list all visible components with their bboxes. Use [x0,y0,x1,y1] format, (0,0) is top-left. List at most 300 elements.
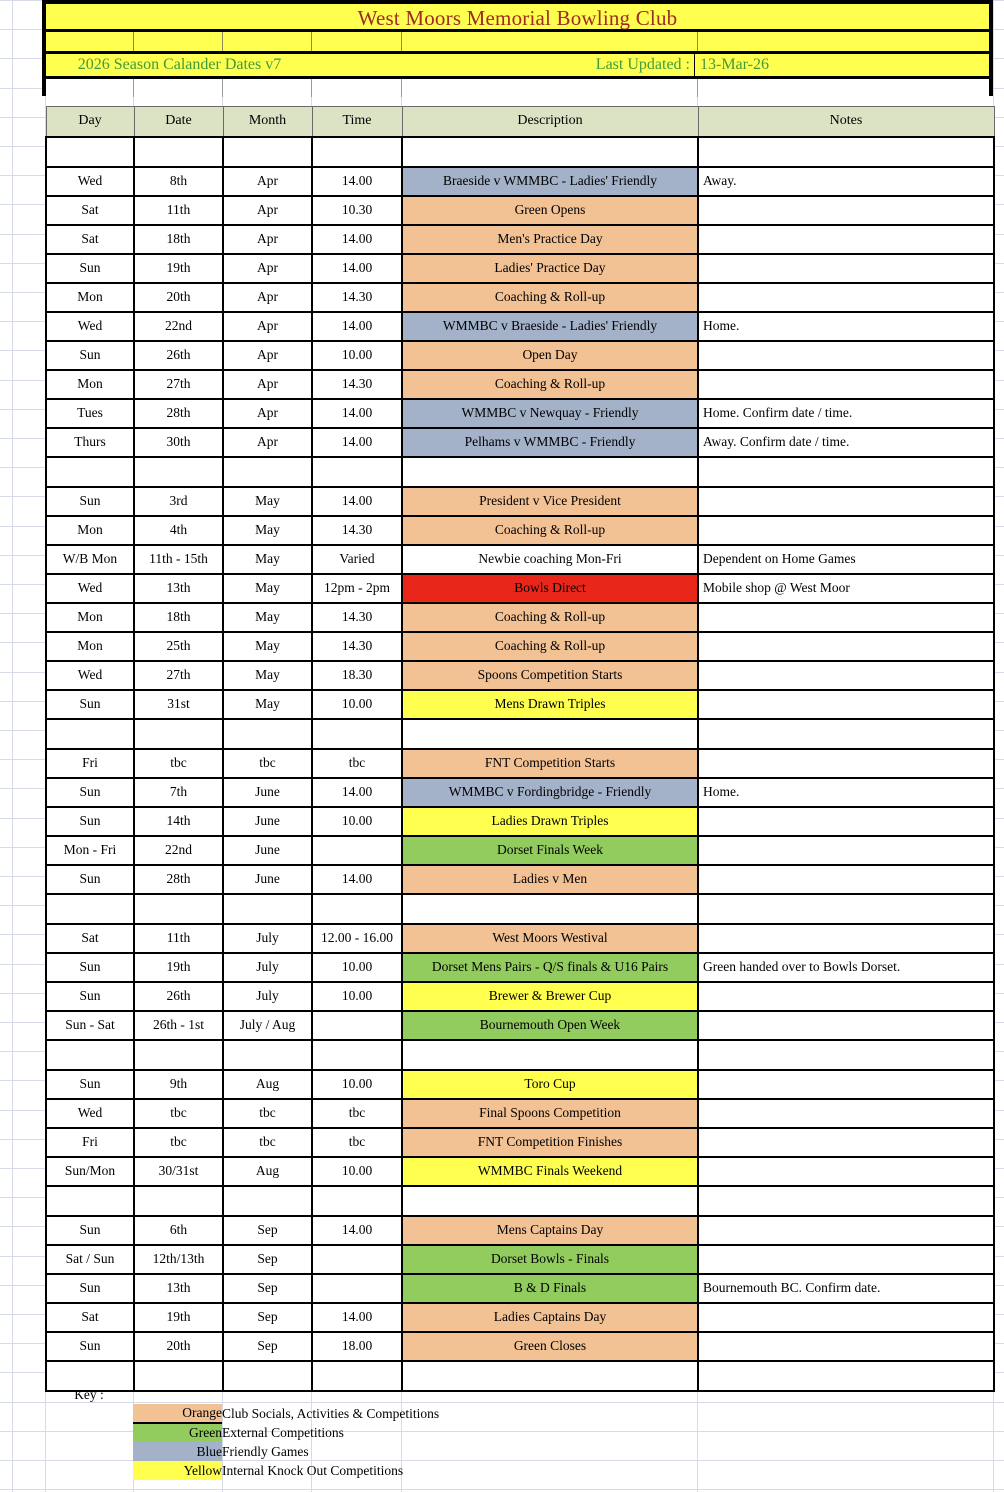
event-notes: Mobile shop @ West Moor [698,574,994,603]
season-subtitle-cell [46,54,313,76]
spacer-cell-time [312,894,402,924]
spacer-cell-day [46,1040,134,1070]
spacer-cell-description [402,894,698,924]
legend-pad [45,1461,133,1480]
event-time [312,1011,402,1040]
table-row[interactable] [46,254,994,283]
yellow-cell-date [134,32,223,51]
table-row[interactable] [46,632,994,661]
table-row[interactable] [46,428,994,457]
season-subtitle: 2026 Season Calander Dates v7 [77,56,282,73]
legend-item [45,1423,993,1442]
event-notes [698,225,994,254]
event-notes [698,254,994,283]
table-header-row [46,107,994,137]
yellow-spacer-row [46,32,989,54]
event-description: Pelhams v WMMBC - Friendly [402,428,698,457]
event-date: 28th [134,399,223,428]
event-description: WMMBC v Newquay - Friendly [402,399,698,428]
table-row[interactable] [46,865,994,894]
spacer-cell-notes [698,894,994,924]
table-row[interactable] [46,924,994,953]
event-notes [698,1070,994,1099]
last-updated-value-cell [695,54,989,76]
event-month: Sep [223,1245,312,1274]
table-spacer-row [46,137,994,167]
event-date: 12th/13th [134,1245,223,1274]
event-month: Apr [223,225,312,254]
spacer-cell-month [223,1040,312,1070]
event-time: 10.00 [312,982,402,1011]
event-date: 6th [134,1216,223,1245]
event-month: May [223,661,312,690]
event-description: Brewer & Brewer Cup [402,982,698,1011]
table-row[interactable] [46,982,994,1011]
event-month: Apr [223,312,312,341]
table-row[interactable] [46,1216,994,1245]
column-header-notes: Notes [698,107,994,137]
legend-title-spacer2 [222,1385,993,1404]
last-updated-label: Last Updated : [595,56,690,73]
event-date: 7th [134,778,223,807]
event-date: 20th [134,283,223,312]
legend-item [45,1442,993,1461]
spacer-cell-time [312,1186,402,1216]
event-notes [698,1216,994,1245]
legend-title-spacer [133,1385,222,1404]
event-month: July [223,924,312,953]
event-time [312,1274,402,1303]
event-notes [698,196,994,225]
event-notes [698,690,994,719]
table-row[interactable] [46,836,994,865]
calendar-table-body [46,137,994,1391]
legend-pad [45,1442,133,1461]
event-date: 22nd [134,836,223,865]
event-time: 14.00 [312,778,402,807]
yellow-cell-month [223,32,312,51]
event-description: Braeside v WMMBC - Ladies' Friendly [402,167,698,196]
spacer-cell-time [312,457,402,487]
event-day: Wed [46,1099,134,1128]
event-date: 26th [134,982,223,1011]
event-description: Dorset Bowls - Finals [402,1245,698,1274]
event-day: Mon [46,632,134,661]
table-row[interactable] [46,603,994,632]
event-month: June [223,836,312,865]
white-cell-month [223,79,312,97]
event-description: WMMBC Finals Weekend [402,1157,698,1186]
white-cell-day [46,79,134,97]
last-updated-value: 13-Mar-26 [700,56,769,73]
table-row[interactable] [46,545,994,574]
yellow-cell-day [46,32,134,51]
table-row[interactable] [46,399,994,428]
event-time: Varied [312,545,402,574]
event-date: 31st [134,690,223,719]
spacer-cell-day [46,457,134,487]
table-row[interactable] [46,487,994,516]
table-spacer-row [46,1040,994,1070]
event-date: 20th [134,1332,223,1361]
event-time [312,1245,402,1274]
legend-title-row [45,1385,993,1404]
legend-block [45,1385,993,1480]
event-notes [698,632,994,661]
last-updated-label-cell [313,54,695,76]
event-date: tbc [134,749,223,778]
event-time: 10.00 [312,1070,402,1099]
event-day: Sun [46,254,134,283]
table-row[interactable] [46,225,994,254]
table-row[interactable] [46,749,994,778]
event-time: 10.00 [312,1157,402,1186]
table-row[interactable] [46,1303,994,1332]
legend-item [45,1461,993,1480]
spacer-cell-date [134,137,223,167]
page-title: West Moors Memorial Bowling Club [357,6,678,30]
spacer-cell-description [402,457,698,487]
event-date: 8th [134,167,223,196]
legend-pad [45,1423,133,1442]
event-notes [698,807,994,836]
table-row[interactable] [46,516,994,545]
event-notes [698,661,994,690]
event-time: 14.00 [312,1216,402,1245]
event-month: Sep [223,1332,312,1361]
event-day: Sat / Sun [46,1245,134,1274]
event-date: 26th - 1st [134,1011,223,1040]
event-day: Wed [46,312,134,341]
event-date: 27th [134,661,223,690]
table-spacer-row [46,1186,994,1216]
event-month: Apr [223,428,312,457]
event-time: tbc [312,1099,402,1128]
event-date: 30/31st [134,1157,223,1186]
event-month: Aug [223,1070,312,1099]
spacer-cell-month [223,719,312,749]
event-description: Open Day [402,341,698,370]
event-date: 11th - 15th [134,545,223,574]
event-time: 14.30 [312,603,402,632]
spacer-cell-date [134,894,223,924]
spacer-cell-day [46,894,134,924]
event-description: Coaching & Roll-up [402,370,698,399]
event-time: 12.00 - 16.00 [312,924,402,953]
legend-swatch-blue: Blue [133,1442,222,1461]
event-month: Apr [223,283,312,312]
event-day: Sat [46,1303,134,1332]
event-notes [698,370,994,399]
event-time: 14.00 [312,225,402,254]
legend-swatch-yellow: Yellow [133,1461,222,1480]
event-month: Sep [223,1274,312,1303]
event-day: Mon [46,283,134,312]
event-description: Dorset Mens Pairs - Q/S finals & U16 Pairs [402,953,698,982]
event-time: 14.00 [312,254,402,283]
column-header-month: Month [223,107,312,137]
event-time: 18.30 [312,661,402,690]
event-day: Sun [46,1274,134,1303]
event-day: Mon - Fri [46,836,134,865]
event-date: 22nd [134,312,223,341]
table-row[interactable] [46,1011,994,1040]
column-header-description: Description [402,107,698,137]
event-description: WMMBC v Braeside - Ladies' Friendly [402,312,698,341]
table-row[interactable] [46,807,994,836]
event-day: Tues [46,399,134,428]
event-notes [698,283,994,312]
table-row[interactable] [46,1128,994,1157]
table-row[interactable] [46,690,994,719]
event-day: Sun [46,807,134,836]
legend-title: Key : [74,1386,104,1402]
event-day: Sat [46,924,134,953]
event-day: Sun [46,982,134,1011]
event-notes [698,1128,994,1157]
spacer-cell-date [134,457,223,487]
calendar-table [45,106,995,1392]
event-month: June [223,807,312,836]
event-description: Coaching & Roll-up [402,283,698,312]
event-notes [698,516,994,545]
event-date: 9th [134,1070,223,1099]
event-day: Fri [46,749,134,778]
event-month: July [223,982,312,1011]
event-notes [698,982,994,1011]
event-date: 11th [134,924,223,953]
event-month: May [223,516,312,545]
event-time: 14.30 [312,516,402,545]
spacer-cell-day [46,137,134,167]
spacer-cell-month [223,1186,312,1216]
event-month: May [223,487,312,516]
event-notes: Away. Confirm date / time. [698,428,994,457]
event-date: tbc [134,1099,223,1128]
event-day: Mon [46,603,134,632]
table-row[interactable] [46,283,994,312]
event-time: 12pm - 2pm [312,574,402,603]
event-date: tbc [134,1128,223,1157]
event-date: 4th [134,516,223,545]
table-row[interactable] [46,312,994,341]
event-notes [698,1011,994,1040]
event-notes [698,341,994,370]
column-header-date: Date [134,107,223,137]
legend-description: Internal Knock Out Competitions [222,1462,404,1478]
event-notes [698,1245,994,1274]
event-time: 14.00 [312,1303,402,1332]
event-day: Wed [46,167,134,196]
spacer-cell-description [402,719,698,749]
event-day: Sun [46,487,134,516]
event-notes [698,924,994,953]
event-day: Wed [46,574,134,603]
event-month: Apr [223,167,312,196]
event-notes [698,1332,994,1361]
table-row[interactable] [46,1332,994,1361]
event-time: 14.00 [312,487,402,516]
event-description: President v Vice President [402,487,698,516]
legend-pad [45,1404,133,1423]
event-date: 11th [134,196,223,225]
table-row[interactable] [46,341,994,370]
table-row[interactable] [46,1070,994,1099]
yellow-cell-notes [698,32,988,51]
table-row[interactable] [46,196,994,225]
event-time: 14.30 [312,370,402,399]
event-month: May [223,545,312,574]
event-notes [698,1099,994,1128]
event-date: 26th [134,341,223,370]
spacer-cell-month [223,137,312,167]
spacer-cell-month [223,457,312,487]
event-description: FNT Competition Finishes [402,1128,698,1157]
event-description: Newbie coaching Mon-Fri [402,545,698,574]
event-description: Ladies v Men [402,865,698,894]
white-cell-time [312,79,402,97]
event-description: Green Opens [402,196,698,225]
white-cell-date [134,79,223,97]
event-description: Green Closes [402,1332,698,1361]
event-time: tbc [312,1128,402,1157]
event-notes [698,1303,994,1332]
event-description: Bournemouth Open Week [402,1011,698,1040]
spacer-cell-date [134,1040,223,1070]
event-day: Sun [46,778,134,807]
event-description: Ladies Captains Day [402,1303,698,1332]
event-date: 14th [134,807,223,836]
event-notes: Home. [698,312,994,341]
event-notes: Dependent on Home Games [698,545,994,574]
event-day: Sun [46,1332,134,1361]
event-month: Apr [223,399,312,428]
event-date: 18th [134,603,223,632]
table-row[interactable] [46,167,994,196]
event-notes: Green handed over to Bowls Dorset. [698,953,994,982]
table-row[interactable] [46,953,994,982]
event-month: June [223,865,312,894]
table-spacer-row [46,894,994,924]
event-month: May [223,574,312,603]
table-row[interactable] [46,370,994,399]
event-month: tbc [223,749,312,778]
white-cell-notes [698,79,988,97]
event-time: 10.00 [312,690,402,719]
event-month: tbc [223,1128,312,1157]
event-time: 14.00 [312,312,402,341]
event-month: tbc [223,1099,312,1128]
gridline-row [0,1489,1004,1490]
spacer-cell-notes [698,457,994,487]
event-month: May [223,632,312,661]
spacer-cell-time [312,719,402,749]
event-month: Sep [223,1216,312,1245]
event-day: Sun/Mon [46,1157,134,1186]
event-date: 13th [134,574,223,603]
event-time: 14.30 [312,632,402,661]
spacer-cell-date [134,1186,223,1216]
event-notes [698,1157,994,1186]
spacer-cell-description [402,1186,698,1216]
spacer-cell-notes [698,137,994,167]
white-cell-description [402,79,698,97]
event-time: 14.00 [312,428,402,457]
event-date: 18th [134,225,223,254]
event-description: Coaching & Roll-up [402,632,698,661]
event-day: Sun [46,341,134,370]
event-notes: Away. [698,167,994,196]
event-month: May [223,690,312,719]
event-day: Mon [46,516,134,545]
club-title-row [46,4,989,32]
event-time: tbc [312,749,402,778]
event-date: 25th [134,632,223,661]
spacer-cell-notes [698,719,994,749]
event-day: Thurs [46,428,134,457]
event-month: Sep [223,1303,312,1332]
event-notes [698,487,994,516]
event-month: June [223,778,312,807]
spacer-cell-notes [698,1186,994,1216]
column-header-day: Day [46,107,134,137]
event-notes: Home. Confirm date / time. [698,399,994,428]
subtitle-row [46,54,989,79]
table-row[interactable] [46,1157,994,1186]
spacer-cell-day [46,719,134,749]
event-day: W/B Mon [46,545,134,574]
event-day: Sun [46,690,134,719]
event-day: Wed [46,661,134,690]
event-time: 18.00 [312,1332,402,1361]
legend-item [45,1404,993,1423]
event-day: Sat [46,225,134,254]
table-spacer-row [46,719,994,749]
event-notes [698,749,994,778]
event-day: Sat [46,196,134,225]
spacer-cell-notes [698,1040,994,1070]
event-description: WMMBC v Fordingbridge - Friendly [402,778,698,807]
event-notes: Home. [698,778,994,807]
column-header-time: Time [312,107,402,137]
yellow-cell-description [402,32,698,51]
event-description: FNT Competition Starts [402,749,698,778]
event-notes: Bournemouth BC. Confirm date. [698,1274,994,1303]
spacer-cell-description [402,137,698,167]
table-row[interactable] [46,1274,994,1303]
event-day: Sun [46,865,134,894]
event-time: 10.30 [312,196,402,225]
spacer-cell-description [402,1040,698,1070]
event-description: Mens Captains Day [402,1216,698,1245]
white-spacer-row [46,79,989,97]
table-row[interactable] [46,1245,994,1274]
event-description: Mens Drawn Triples [402,690,698,719]
table-row[interactable] [46,661,994,690]
event-description: Toro Cup [402,1070,698,1099]
event-time: 14.00 [312,865,402,894]
table-row[interactable] [46,778,994,807]
event-date: 19th [134,1303,223,1332]
legend-description: Friendly Games [222,1443,309,1459]
event-time [312,836,402,865]
event-day: Mon [46,370,134,399]
spacer-cell-month [223,894,312,924]
table-row[interactable] [46,574,994,603]
table-row[interactable] [46,1099,994,1128]
event-description: West Moors Westival [402,924,698,953]
event-month: May [223,603,312,632]
